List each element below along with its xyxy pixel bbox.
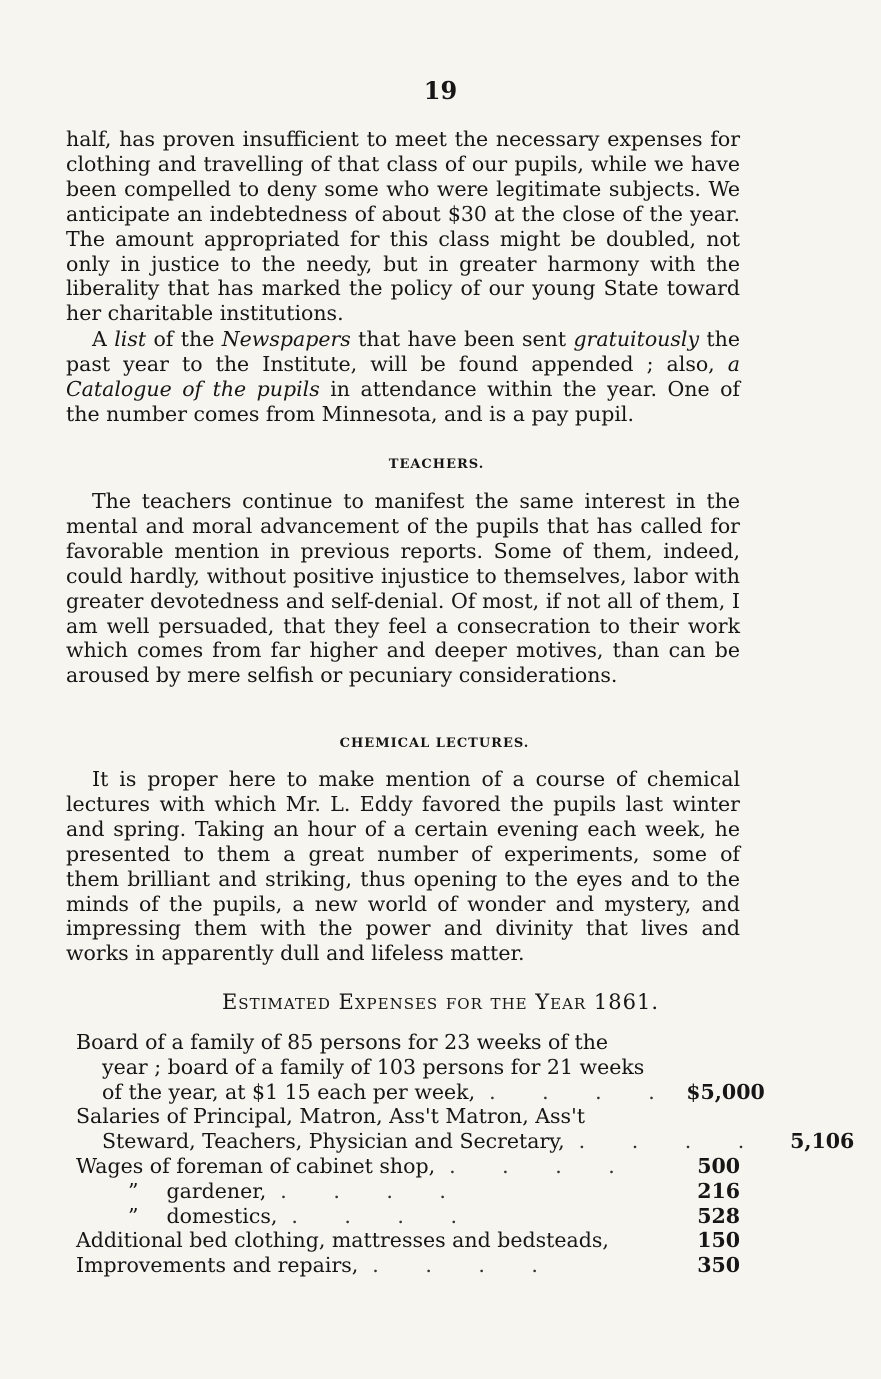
text-run: A: [92, 327, 115, 351]
paragraph-text: [66, 327, 740, 427]
expense-label: Salaries of Principal, Matron, Ass't Matron, Ass't: [76, 1104, 585, 1129]
expense-label: Improvements and repairs,: [76, 1253, 359, 1278]
expense-label: of the year, at $1 15 each per week,: [102, 1079, 476, 1104]
expenses-table: [76, 1030, 855, 1278]
expense-row-board-line2: [76, 1055, 740, 1080]
section-heading-teachers: TEACHERS.: [388, 457, 485, 472]
paragraph-chemical-lectures: [66, 767, 740, 966]
leader-dots: . . . .: [372, 1253, 558, 1278]
expense-amount: 5,106: [790, 1129, 855, 1154]
text-run: of the: [146, 327, 222, 351]
leader-dots: . . . .: [291, 1203, 477, 1228]
paragraph-text: half, has proven insufficient to meet the necessary expenses for clothing and travelling of that class of our pupils, while we have been compelled to deny some who were legitimate subjects. We anticipate an indebtedness of about $30 at the close of the year. The amount appropriated for this class might be doubled, not only in justice to the needy, but in greater harmony with the liberality that has marked the policy of our young State toward her charitable institutions.: [66, 127, 740, 326]
expense-row-improvements: [76, 1253, 740, 1278]
expense-amount: 350: [697, 1253, 740, 1278]
expense-amount: $5,000: [686, 1079, 765, 1104]
section-heading-chemical-lectures: CHEMICAL LECTURES.: [339, 736, 530, 751]
leader-dots: . . . .: [578, 1129, 765, 1154]
leader-dots: . . . .: [449, 1153, 635, 1178]
expense-row-wages: [76, 1154, 740, 1179]
expense-label: Wages of foreman of cabinet shop,: [76, 1153, 436, 1178]
text-run: the past year to the Institute, will be found appended ; also,: [66, 327, 740, 376]
ditto-mark: ”: [128, 1178, 139, 1203]
text-run: that have been sent: [350, 327, 574, 351]
ditto-mark: ”: [128, 1203, 139, 1228]
expense-row-gardener: [76, 1179, 740, 1204]
expense-label: Board of a family of 85 persons for 23 weeks of the: [76, 1030, 609, 1054]
paragraph-text: The teachers continue to manifest the same interest in the mental and moral advancement of the pupils that has called for favorable mention in previous reports. Some of them, indeed, could hardly, without positive injustice to themselves, labor with greater devotedness and self-denial. Of most, if not all of them, I am well persuaded, that they feel a consecration to their work which comes from far higher and deeper motives, than can be aroused by mere selfish or pecuniary considerations.: [66, 489, 740, 688]
paragraph-newspapers: [66, 327, 740, 427]
section-heading-estimated-expenses: Estimated Expenses for the Year 1861.: [221, 990, 660, 1014]
leader-dots: . . . .: [280, 1178, 466, 1203]
page-number: 19: [423, 76, 458, 105]
paragraph-clothing-expenses: [66, 127, 740, 326]
expense-label: year ; board of a family of 103 persons for 21 weeks: [102, 1054, 645, 1079]
expense-amount: 216: [697, 1178, 740, 1203]
expense-label: gardener,: [166, 1178, 267, 1203]
leader-dots: . . . .: [489, 1079, 675, 1104]
text-run: in attendance within the year. One of the number comes from Minnesota, and is a pay pupil.: [66, 376, 741, 426]
expense-row-bedding: [76, 1228, 740, 1253]
expense-row-salaries: [76, 1129, 855, 1154]
expense-row-domestics: [76, 1204, 740, 1229]
expense-amount: 150: [697, 1228, 740, 1253]
expense-row-board-line1: [76, 1030, 740, 1055]
expense-label: Additional bed clothing, mattresses and bedsteads,: [76, 1228, 609, 1253]
italic-list: list: [114, 327, 147, 351]
italic-catalogue: a Catalogue of the pupils: [66, 351, 740, 401]
expense-amount: 528: [697, 1203, 740, 1228]
italic-newspapers: Newspapers: [221, 327, 351, 351]
expense-row-board: [76, 1079, 765, 1105]
paragraph-teachers: [66, 489, 740, 688]
expense-amount: 500: [697, 1153, 740, 1178]
italic-gratuitously: gratuitously: [573, 327, 700, 351]
expense-row-salaries-line1: [76, 1104, 740, 1129]
expense-label: domestics,: [166, 1203, 278, 1228]
expense-label: Steward, Teachers, Physician and Secretary,: [102, 1129, 565, 1154]
paragraph-text: It is proper here to make mention of a course of chemical lectures with which Mr. L. Eddy favored the pupils last winter and spring. Taking an hour of a certain evening each week, he presented to them a great number of experiments, some of them brilliant and striking, thus opening to the eyes and to the minds of the pupils, a new world of wonder and mystery, and impressing them with the power and divinity that lives and works in apparently dull and lifeless matter.: [66, 767, 740, 966]
